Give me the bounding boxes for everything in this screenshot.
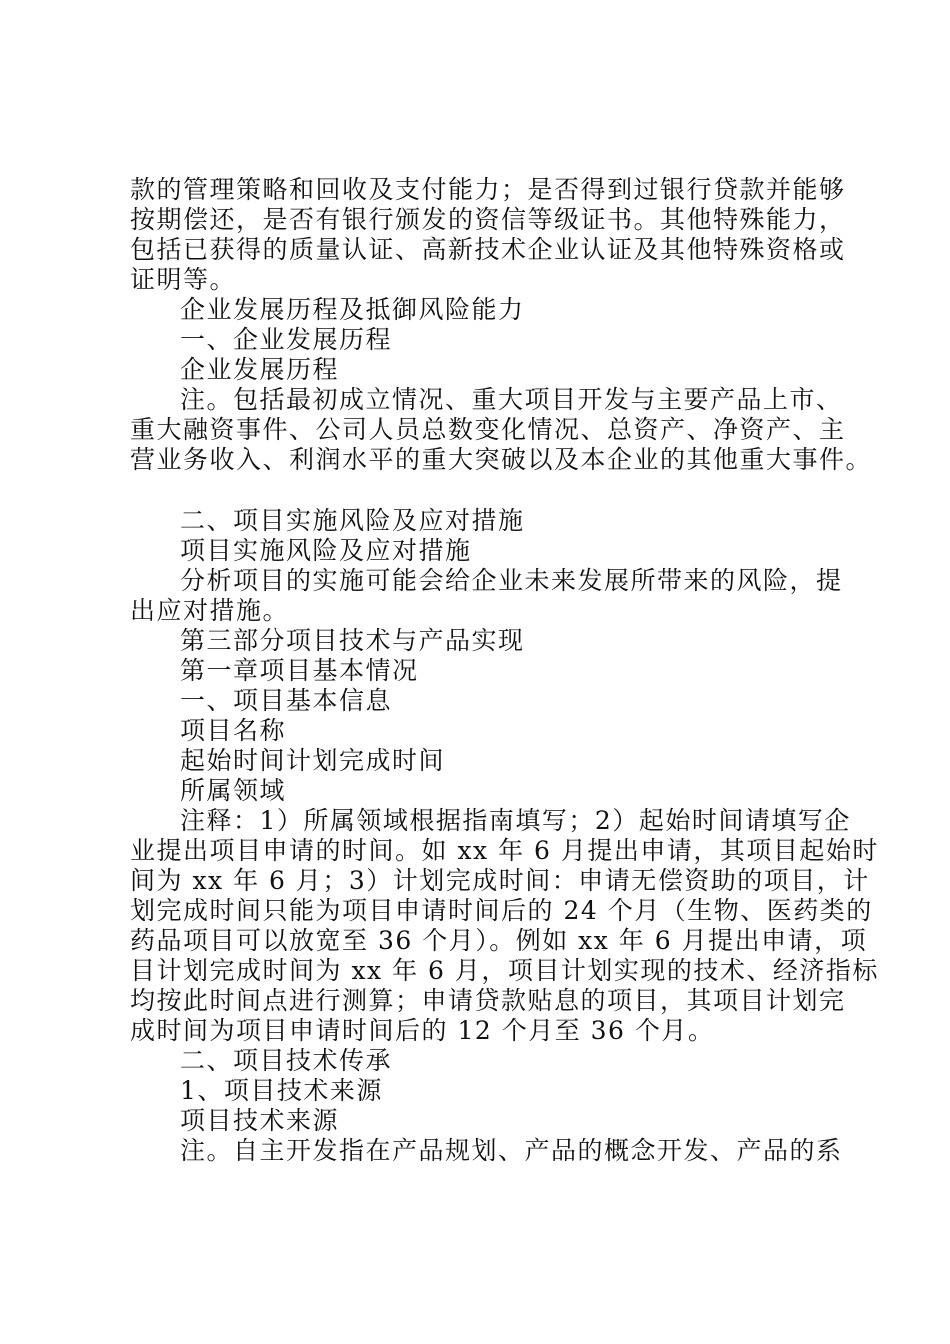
text-line: 成时间为项目申请时间后的 12 个月至 36 个月。 xyxy=(130,1016,715,1045)
document-body xyxy=(130,175,879,1166)
text-line: 注。自主开发指在产品规划、产品的概念开发、产品的系 xyxy=(180,1136,843,1165)
text-line: 项目实施风险及应对措施 xyxy=(180,536,472,565)
text-line: 药品项目可以放宽至 36 个月）。例如 xx 年 6 月提出申请，项 xyxy=(130,926,868,955)
text-line: 起始时间计划完成时间 xyxy=(180,746,446,775)
text-line: 注释：1）所属领域根据指南填写；2）起始时间请填写企 xyxy=(180,806,851,835)
text-line: 均按此时间点进行测算；申请贷款贴息的项目，其项目计划完 xyxy=(130,986,846,1015)
text-line: 包括已获得的质量认证、高新技术企业认证及其他特殊资格或 xyxy=(130,235,846,264)
text-line: 按期偿还，是否有银行颁发的资信等级证书。其他特殊能力， xyxy=(130,205,846,234)
text-line: 出应对措施。 xyxy=(130,596,290,625)
text-line: 企业发展历程及抵御风险能力 xyxy=(180,295,525,324)
text-line: 证明等。 xyxy=(130,265,237,294)
text-line: 业提出项目申请的时间。如 xx 年 6 月提出申请，其项目起始时 xyxy=(130,836,879,865)
text-line: 间为 xx 年 6 月；3）计划完成时间：申请无偿资助的项目，计 xyxy=(130,866,870,895)
text-line: 一、企业发展历程 xyxy=(180,325,393,354)
text-line: 所属领域 xyxy=(180,776,287,805)
text-line: 分析项目的实施可能会给企业未来发展所带来的风险，提 xyxy=(180,566,843,595)
text-line: 第三部分项目技术与产品实现 xyxy=(180,626,525,655)
text-line: 项目名称 xyxy=(180,716,287,745)
text-line: 营业务收入、利润水平的重大突破以及本企业的其他重大事件。 xyxy=(130,445,873,474)
text-line: 款的管理策略和回收及支付能力；是否得到过银行贷款并能够 xyxy=(130,175,846,204)
text-line: 1、项目技术来源 xyxy=(180,1076,383,1105)
text-line: 一、项目基本信息 xyxy=(180,686,393,715)
text-line: 目计划完成时间为 xx 年 6 月，项目计划实现的技术、经济指标 xyxy=(130,956,879,985)
text-line: 注。包括最初成立情况、重大项目开发与主要产品上市、 xyxy=(180,385,843,414)
blank-line xyxy=(130,475,840,506)
text-line: 划完成时间只能为项目申请时间后的 24 个月（生物、医药类的 xyxy=(130,896,873,925)
text-line: 重大融资事件、公司人员总数变化情况、总资产、净资产、主 xyxy=(130,415,846,444)
text-line: 项目技术来源 xyxy=(180,1106,340,1135)
text-line: 第一章项目基本情况 xyxy=(180,656,419,685)
text-line: 二、项目实施风险及应对措施 xyxy=(180,506,525,535)
text-line: 二、项目技术传承 xyxy=(180,1046,393,1075)
text-line: 企业发展历程 xyxy=(180,355,340,384)
